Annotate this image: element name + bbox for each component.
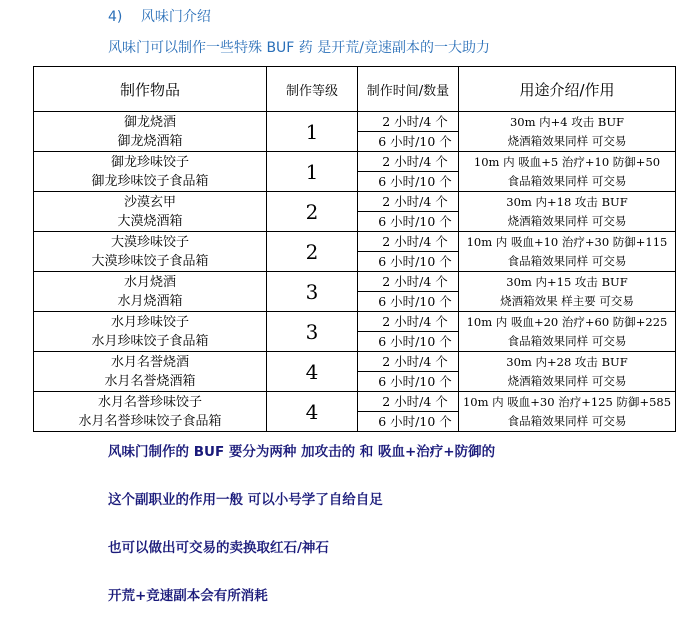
time-cell: [358, 112, 459, 152]
note-line: 开荒+竞速副本会有所消耗: [108, 588, 268, 604]
section-heading: [108, 6, 211, 26]
time-cell-line: 6 小时/10 个: [378, 334, 452, 349]
item-cell-line: 御龙烧酒: [123, 114, 176, 130]
time-cell: [358, 352, 459, 392]
intro-text: 风味门可以制作一些特殊 BUF 药 是开荒/竞速副本的一大助力: [108, 40, 490, 56]
level-cell: 2: [267, 192, 358, 232]
time-cell-line: 6 小时/10 个: [378, 414, 452, 429]
use-cell-line: 食品箱效果同样 可交易: [507, 333, 627, 348]
time-cell: [358, 232, 459, 272]
level-cell: 4: [267, 392, 358, 432]
use-cell: [459, 392, 676, 432]
use-cell-line: 烧酒箱效果同样 可交易: [507, 373, 627, 388]
section-title: 风味门介绍: [140, 9, 211, 25]
table-row: [34, 232, 676, 272]
use-cell-line: 食品箱效果同样 可交易: [507, 173, 627, 188]
section-number: 4): [108, 9, 123, 25]
level-cell: 4: [267, 352, 358, 392]
table-row: [34, 392, 676, 432]
time-cell-line: 6 小时/10 个: [378, 134, 452, 149]
item-cell: [34, 232, 267, 272]
time-cell-line: 6 小时/10 个: [378, 214, 452, 229]
use-cell: [459, 152, 676, 192]
use-cell: [459, 112, 676, 152]
crafting-table: [33, 66, 676, 432]
header-item: 制作物品: [34, 67, 267, 112]
time-cell: [358, 152, 459, 192]
item-cell: [34, 352, 267, 392]
time-cell-line: 6 小时/10 个: [378, 174, 452, 189]
use-cell-line: 10m 内 吸血+30 治疗+125 防御+585: [462, 394, 672, 409]
item-cell-line: 沙漠玄甲: [123, 194, 176, 210]
time-cell: [358, 192, 459, 232]
time-cell-line: 6 小时/10 个: [378, 294, 452, 309]
item-cell: [34, 192, 267, 232]
notes: [108, 442, 495, 634]
table-row: [34, 352, 676, 392]
time-cell-line: 2 小时/4 个: [358, 232, 458, 252]
item-cell-line: 御龙烧酒箱: [117, 133, 183, 149]
use-cell-line: 10m 内 吸血+5 治疗+10 防御+50: [473, 154, 661, 169]
note-line: 风味门制作的 BUF 要分为两种 加攻击的 和 吸血+治疗+防御的: [108, 444, 496, 460]
time-cell-line: 2 小时/4 个: [358, 352, 458, 372]
item-cell-line: 水月烧酒箱: [117, 293, 183, 309]
item-cell-line: 水月名誉珍味饺子食品箱: [78, 413, 222, 429]
item-cell-line: 御龙珍味饺子食品箱: [91, 173, 209, 189]
use-cell: [459, 272, 676, 312]
use-cell-line: 30m 内+4 攻击 BUF: [509, 114, 625, 129]
item-cell-line: 水月烧酒: [123, 274, 176, 290]
use-cell: [459, 352, 676, 392]
table-row: [34, 112, 676, 152]
time-cell-line: 2 小时/4 个: [358, 392, 458, 412]
item-cell-line: 水月名誉珍味饺子: [97, 394, 202, 410]
note-line: 也可以做出可交易的卖换取红石/神石: [108, 540, 329, 556]
header-time: 制作时间/数量: [358, 67, 459, 112]
time-cell-line: 2 小时/4 个: [358, 192, 458, 212]
time-cell-line: 2 小时/4 个: [358, 312, 458, 332]
use-cell-line: 烧酒箱效果 样主要 可交易: [500, 293, 634, 308]
table-row: [34, 312, 676, 352]
item-cell: [34, 392, 267, 432]
time-cell-line: 2 小时/4 个: [358, 112, 458, 132]
table-row: [34, 192, 676, 232]
time-cell: [358, 312, 459, 352]
use-cell-line: 食品箱效果同样 可交易: [507, 413, 627, 428]
item-cell-line: 大漠珍味饺子食品箱: [91, 253, 209, 269]
time-cell-line: 2 小时/4 个: [358, 152, 458, 172]
item-cell-line: 水月珍味饺子食品箱: [91, 333, 209, 349]
table-header-row: [34, 67, 676, 112]
level-cell: 1: [267, 152, 358, 192]
use-cell-line: 食品箱效果同样 可交易: [507, 253, 627, 268]
use-cell-line: 30m 内+15 攻击 BUF: [506, 274, 628, 289]
use-cell: [459, 312, 676, 352]
table-row: [34, 272, 676, 312]
item-cell: [34, 112, 267, 152]
level-cell: 2: [267, 232, 358, 272]
item-cell-line: 水月名誉烧酒: [110, 354, 189, 370]
use-cell-line: 烧酒箱效果同样 可交易: [507, 213, 627, 228]
use-cell-line: 烧酒箱效果同样 可交易: [507, 133, 627, 148]
level-cell: 1: [267, 112, 358, 152]
note-line: 这个副职业的作用一般 可以小号学了自给自足: [108, 492, 383, 508]
header-level: 制作等级: [267, 67, 358, 112]
use-cell-line: 30m 内+28 攻击 BUF: [506, 354, 628, 369]
item-cell: [34, 312, 267, 352]
time-cell-line: 2 小时/4 个: [358, 272, 458, 292]
table-row: [34, 152, 676, 192]
item-cell: [34, 152, 267, 192]
use-cell: [459, 192, 676, 232]
use-cell-line: 10m 内 吸血+10 治疗+30 防御+115: [466, 234, 668, 249]
time-cell: [358, 392, 459, 432]
use-cell: [459, 232, 676, 272]
level-cell: 3: [267, 312, 358, 352]
time-cell-line: 6 小时/10 个: [378, 374, 452, 389]
level-cell: 3: [267, 272, 358, 312]
item-cell-line: 水月名誉烧酒箱: [104, 373, 196, 389]
time-cell-line: 6 小时/10 个: [378, 254, 452, 269]
time-cell: [358, 272, 459, 312]
item-cell-line: 御龙珍味饺子: [110, 154, 189, 170]
item-cell: [34, 272, 267, 312]
item-cell-line: 大漠珍味饺子: [110, 234, 189, 250]
use-cell-line: 10m 内 吸血+20 治疗+60 防御+225: [466, 314, 668, 329]
header-use: 用途介绍/作用: [459, 67, 676, 112]
item-cell-line: 大漠烧酒箱: [117, 213, 183, 229]
item-cell-line: 水月珍味饺子: [110, 314, 189, 330]
use-cell-line: 30m 内+18 攻击 BUF: [506, 194, 628, 209]
